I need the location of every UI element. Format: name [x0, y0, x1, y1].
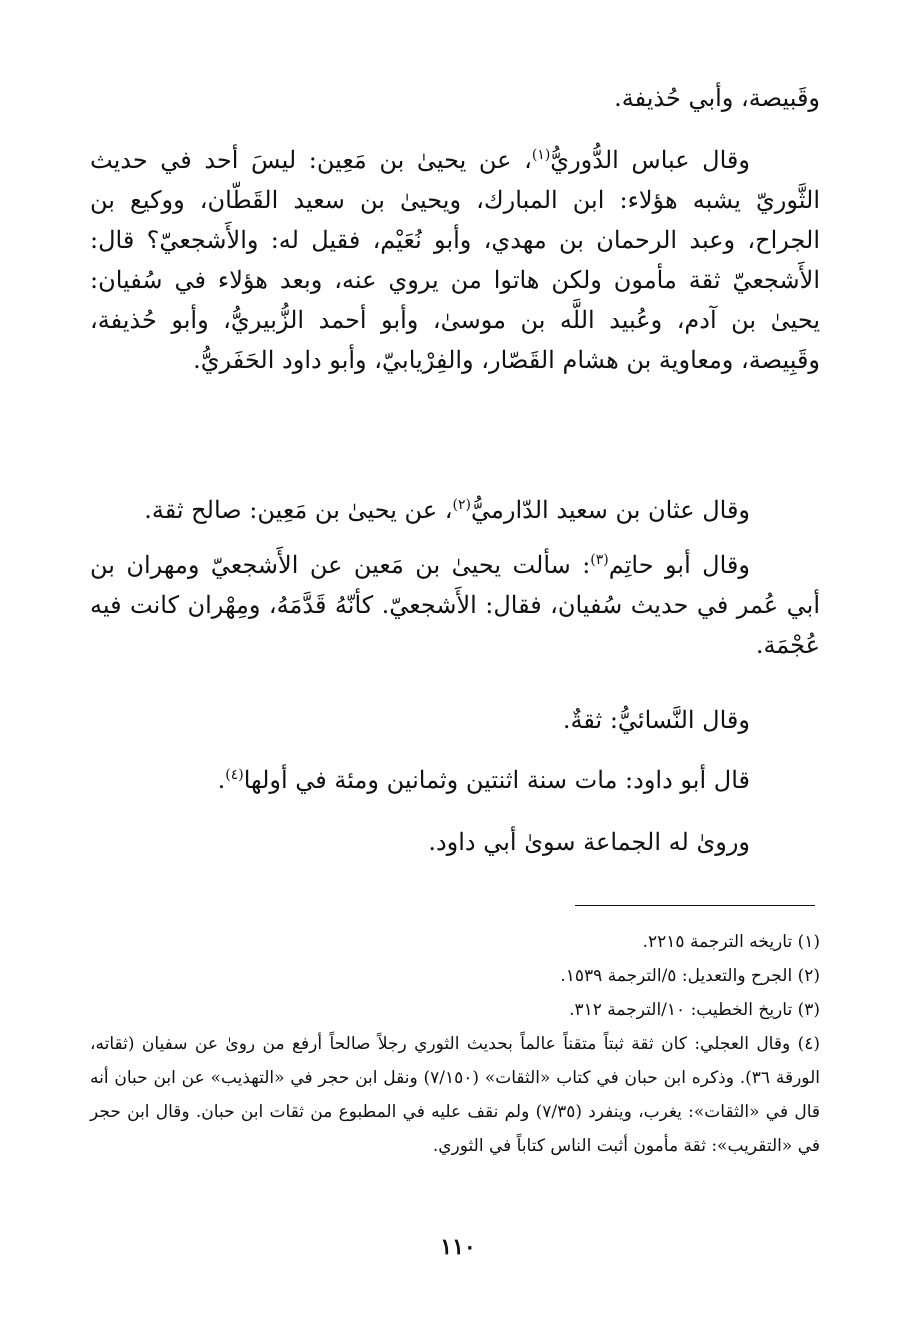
paragraph-text: وقال عباس الدُّوريُّ	[550, 146, 750, 174]
footnote-marker-1: (١)	[531, 147, 551, 163]
page-number: ١١٠	[440, 1234, 476, 1260]
footnote-4: (٤) وقال العجلي: كان ثقة ثبتاً متقناً عالماً بحديث الثوري رجلاً صالحاً أرفع من روىٰ عن سفيان (ثقاته، الورقة ٣٦). وذكره ابن حبان في كتاب «الثقات» (٧/١٥٠) ونقل ابن حجر في «التهذيب» عن ابن حبان أنه قال في «الثقات»: يغرب، وينفرد (٧/٣٥) ولم نقف عليه في المطبوع من ثقات ابن حبان. وقال ابن حجر في «التقريب»: ثقة مأمون أثبت الناس كتاباً في الثوري.	[90, 1034, 821, 1156]
footnote-1: (١) تاريخه الترجمة ٢٢١٥.	[642, 932, 820, 952]
paragraph-continuation	[90, 78, 820, 118]
paragraph-abbas-duri	[90, 140, 820, 380]
paragraph-text: ، عن يحيىٰ بن مَعِين: صالح ثقة.	[144, 496, 453, 524]
paragraph-nasai	[90, 700, 820, 740]
footnote-separator	[575, 905, 815, 906]
footnote-3: (٣) تاريخ الخطيب: ١٠/الترجمة ٣١٢.	[569, 1000, 820, 1020]
paragraph-jamaa	[90, 822, 820, 862]
paragraph-text: وروىٰ له الجماعة سوىٰ أبي داود.	[428, 828, 750, 856]
paragraph-abu-dawud	[90, 760, 820, 800]
paragraph-text: .	[217, 766, 226, 794]
footnote-marker-3: (٣)	[590, 552, 609, 568]
footnote-marker-2: (٢)	[452, 497, 471, 513]
paragraph-text: وقال عثان بن سعيد الدّارميُّ	[471, 496, 750, 524]
paragraph-abu-hatim	[90, 545, 820, 665]
paragraph-text: وقَبيصة، وأبي حُذيفة.	[614, 84, 820, 112]
paragraph-text: ، عن يحيىٰ بن مَعِين: ليسَ أحد في حديث الثَّوريّ يشبه هؤلاء: ابن المبارك، ويحيىٰ بن سعيد القَطّان، ووكيع بن الجراح، وعبد الرحمان بن مهدي، وأبو نُعَيْم، فقيل له: والأَشجعيّ؟ قال: الأَشجعيّ ثقة مأمون ولكن هاتوا من يروي عنه، وبعد هؤلاء في سُفيان: يحيىٰ بن آدم، وعُبيد اللَّه بن موسىٰ، وأبو أحمد الزُّبيريُّ، وأبو حُذيفة، وقَبِيصة، ومعاوية بن هشام القَصّار، والفِرْيابيّ، وأبو داود الحَفَريُّ.	[90, 146, 820, 374]
footnote-marker-4: (٤)	[225, 767, 244, 783]
paragraph-text: وقال النَّسائيُّ: ثقةٌ.	[562, 706, 750, 734]
paragraph-darimi	[90, 490, 820, 530]
paragraph-text: وقال أبو حاتِم	[608, 551, 750, 579]
footnote-2: (٢) الجرح والتعديل: ٥/الترجمة ١٥٣٩.	[560, 966, 820, 986]
paragraph-text: : سألت يحيىٰ بن مَعين عن الأَشجعيّ ومهران بن أبي عُمر في حديث سُفيان، فقال: الأَشجعيّ. كأنّهُ قَدَّمَهُ، ومِهْران كانت فيه عُجْمَة.	[90, 551, 820, 659]
paragraph-text: قال أبو داود: مات سنة اثنتين وثمانين ومئة في أولها	[243, 766, 750, 794]
footnotes-section	[90, 925, 820, 1163]
